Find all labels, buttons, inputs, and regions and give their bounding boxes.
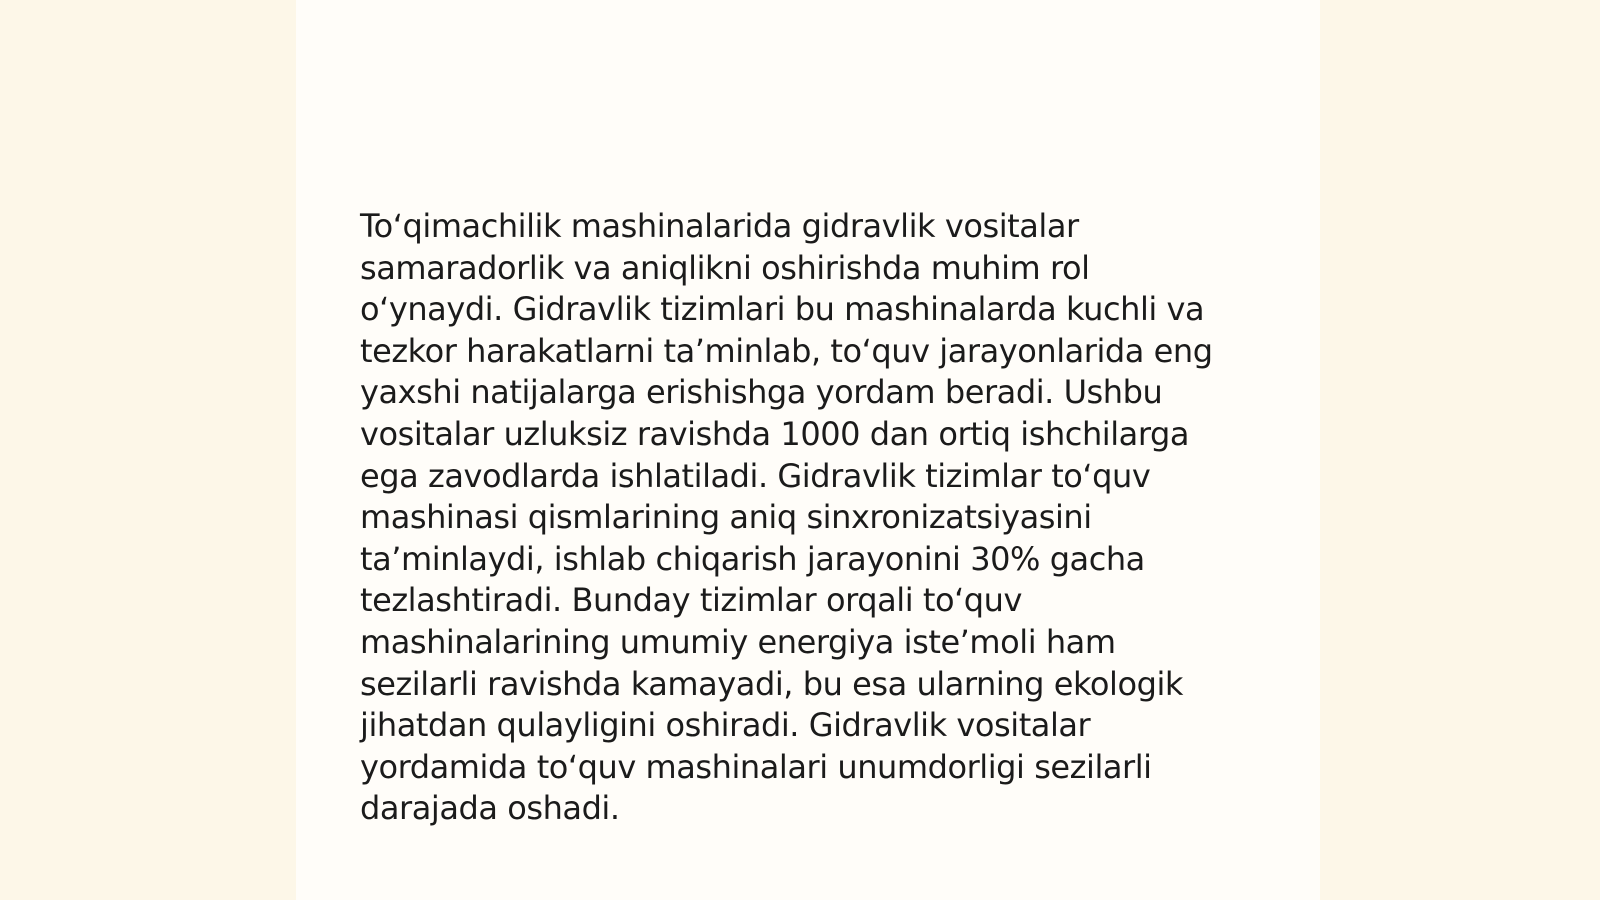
paragraph-line: samaradorlik va aniqlikni oshirishda muhim rol [360,248,1090,287]
paragraph-line: tezlashtiradi. Bunday tizimlar orqali to‘quv [360,581,1022,620]
paragraph-line: yordamida to‘quv mashinalari unumdorligi sezilarli [360,747,1152,786]
paragraph-line: vositalar uzluksiz ravishda 1000 dan ortiq ishchilarga [360,414,1189,453]
paragraph-line: ta’minlaydi, ishlab chiqarish jarayonini 30% gacha [360,539,1145,578]
paragraph-line: o‘ynaydi. Gidravlik tizimlari bu mashinalarda kuchli va [360,290,1205,329]
paragraph-line: tezkor harakatlarni ta’minlab, to‘quv jarayonlarida eng [360,331,1213,370]
paragraph-line: sezilarli ravishda kamayadi, bu esa ularning ekologik [360,664,1183,703]
paragraph-line: ega zavodlarda ishlatiladi. Gidravlik tizimlar to‘quv [360,456,1151,495]
paragraph-line: To‘qimachilik mashinalarida gidravlik vositalar [360,207,1079,245]
document-page [296,0,1320,900]
paragraph-line: mashinasi qismlarining aniq sinxronizatsiyasini [360,498,1092,537]
paragraph-line: jihatdan qulayligini oshiradi. Gidravlik vositalar [360,706,1091,745]
paragraph-line: yaxshi natijalarga erishishga yordam beradi. Ushbu [360,373,1163,412]
body-paragraph [360,206,1260,830]
paragraph-line: mashinalarining umumiy energiya iste’moli ham [360,622,1116,661]
paragraph-line: darajada oshadi. [360,789,620,828]
